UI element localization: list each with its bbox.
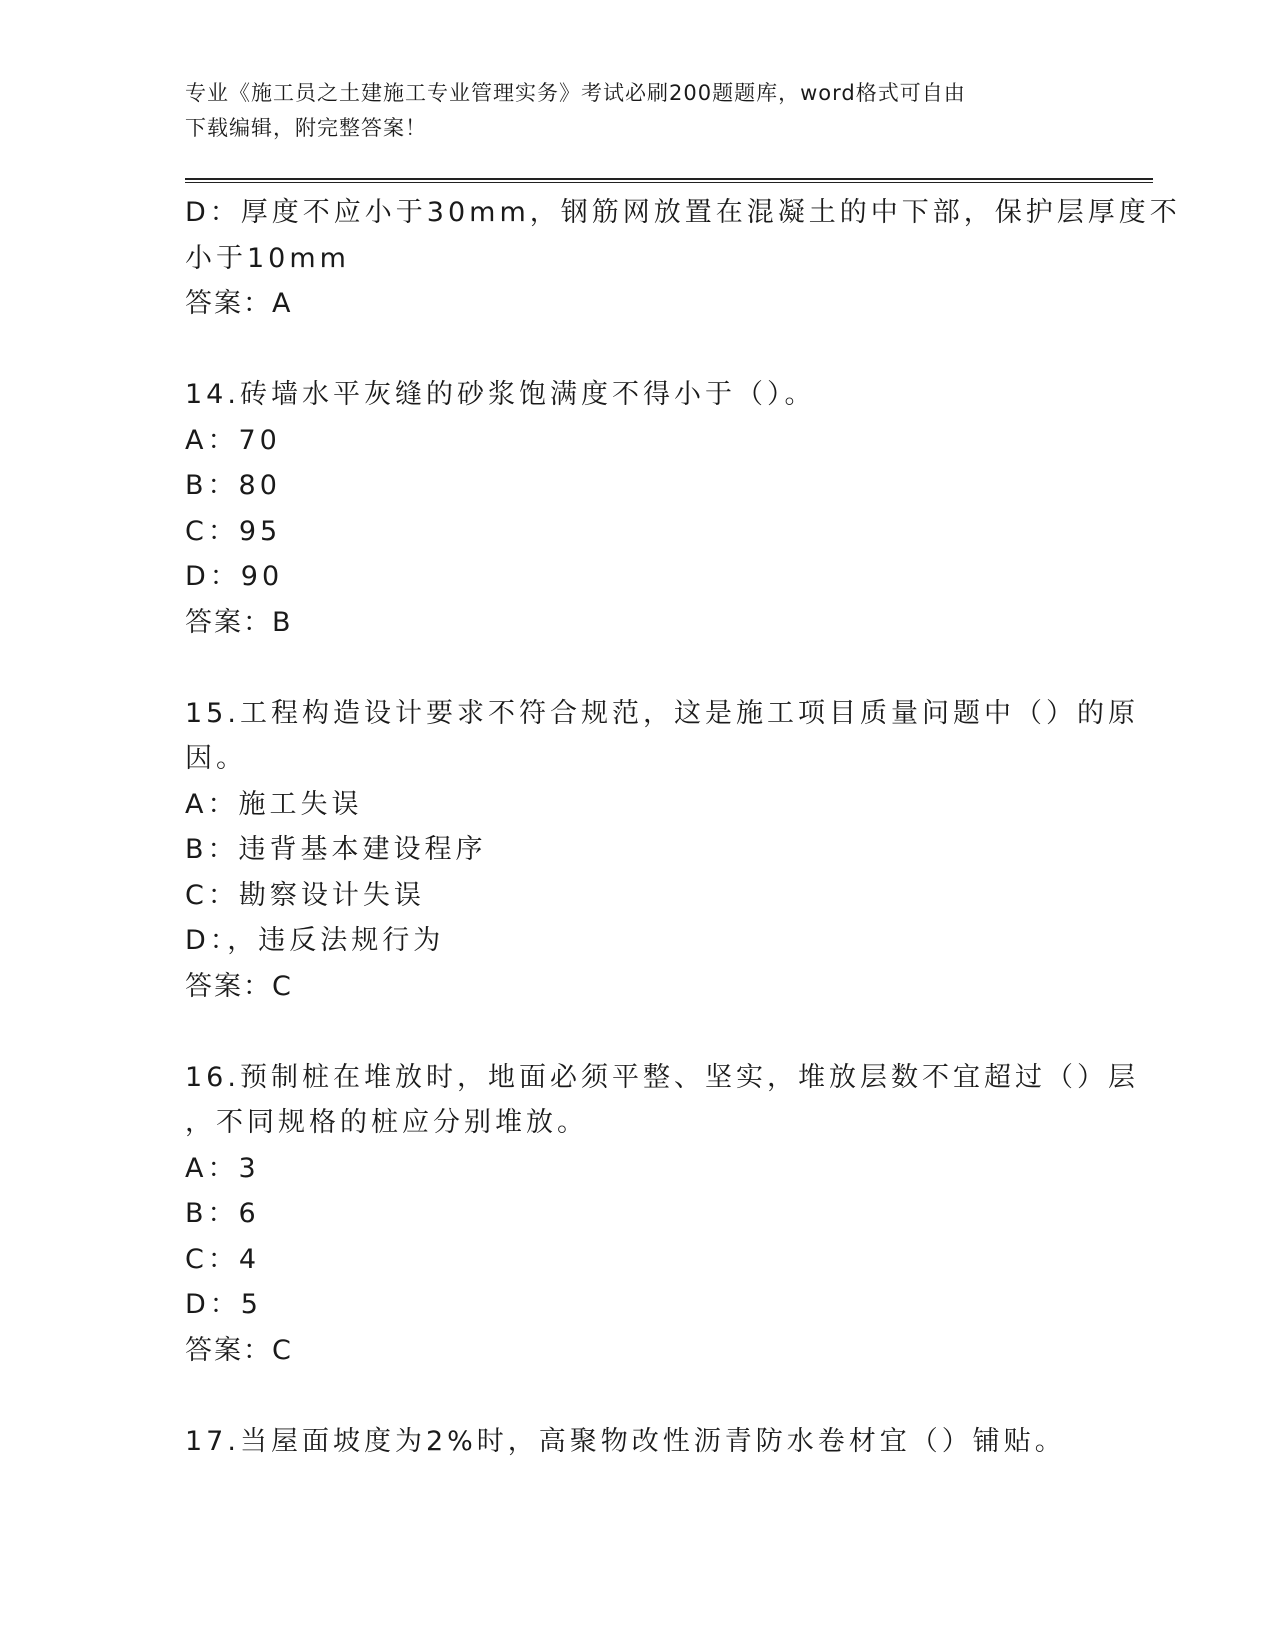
question-14-option-d: D：90 [185, 561, 284, 592]
question-15-stem-line-1: 15.工程构造设计要求不符合规范，这是施工项目质量问题中（）的原 [185, 697, 1139, 729]
question-14-option-c: C：95 [185, 515, 282, 547]
question-15-option-c: C：勘察设计失误 [185, 879, 425, 911]
option-d-line-1: D：厚度不应小于30mm，钢筋网放置在混凝土的中下部，保护层厚度不 [185, 197, 1181, 228]
question-16-option-a: A：3 [185, 1152, 260, 1184]
answer-13: 答案：A [185, 288, 293, 319]
question-16-option-d: D：5 [185, 1289, 262, 1320]
question-15-option-a: A：施工失误 [185, 788, 363, 820]
answer-15: 答案：C [185, 970, 293, 1002]
page-header [185, 76, 1085, 146]
question-14-stem: 14.砖墙水平灰缝的砂浆饱满度不得小于（）。 [185, 379, 816, 410]
answer-14: 答案：B [185, 606, 293, 638]
header-line-1: 专业《施工员之土建施工专业管理实务》考试必刷200题题库，word格式可自由 [185, 81, 966, 105]
question-content [185, 190, 1181, 1464]
spacer [185, 645, 1085, 691]
spacer [185, 327, 1085, 373]
spacer [185, 1009, 1085, 1055]
question-16-stem-line-2: ，不同规格的桩应分别堆放。 [185, 1107, 588, 1138]
question-15-option-d: D：，违反法规行为 [185, 925, 445, 956]
header-divider [185, 178, 1153, 183]
spacer [185, 1373, 1085, 1419]
question-14-option-b: B：80 [185, 470, 281, 501]
question-15-stem-line-2: 因。 [185, 743, 247, 774]
answer-16: 答案：C [185, 1334, 293, 1366]
question-15-option-b: B：违背基本建设程序 [185, 834, 487, 865]
question-17-stem: 17.当屋面坡度为2%时，高聚物改性沥青防水卷材宜（）铺贴。 [185, 1425, 1066, 1457]
question-14-option-a: A：70 [185, 424, 281, 456]
question-16-option-b: B：6 [185, 1198, 260, 1229]
question-16-option-c: C：4 [185, 1243, 261, 1275]
header-line-2: 下载编辑，附完整答案！ [185, 116, 427, 140]
option-d-line-2: 小于10mm [185, 242, 350, 274]
question-16-stem-line-1: 16.预制桩在堆放时，地面必须平整、坚实，堆放层数不宜超过（）层 [185, 1061, 1139, 1093]
